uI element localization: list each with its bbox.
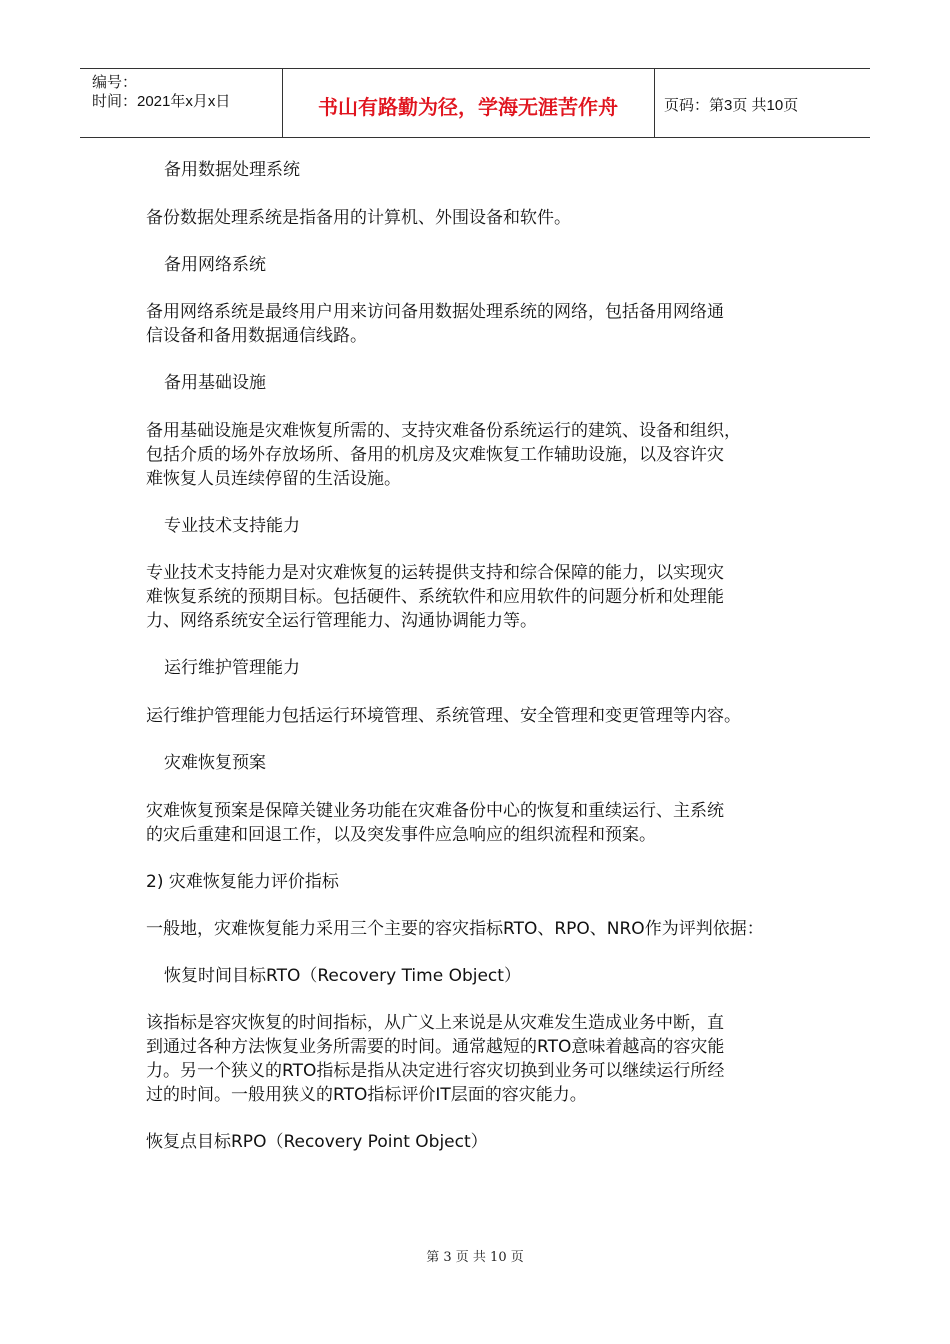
footer-page-number: 第 3 页 共 10 页 xyxy=(426,1250,524,1265)
header-divider xyxy=(654,69,655,137)
section-heading: 恢复点目标RPO（Recovery Point Object） xyxy=(146,1132,488,1152)
paragraph-line: 力、网络系统安全运行管理能力、沟通协调能力等。 xyxy=(146,611,537,631)
paragraph-line: 信设备和备用数据通信线路。 xyxy=(146,326,367,346)
paragraph-line: 难恢复人员连续停留的生活设施。 xyxy=(146,469,401,489)
paragraph-line: 该指标是容灾恢复的时间指标，从广义上来说是从灾难发生造成业务中断，直 xyxy=(146,1013,724,1033)
paragraph-line: 过的时间。一般用狭义的RTO指标评价IT层面的容灾能力。 xyxy=(146,1085,587,1105)
paragraph-line: 专业技术支持能力是对灾难恢复的运转提供支持和综合保障的能力，以实现灾 xyxy=(146,563,724,583)
section-title: 2) 灾难恢复能力评价指标 xyxy=(146,872,339,892)
document-number: 编号： xyxy=(92,74,138,91)
document-body xyxy=(146,158,816,1154)
document-time: 时间：2021年x月x日 xyxy=(92,93,231,110)
section-heading: 灾难恢复预案 xyxy=(164,753,266,773)
paragraph-line: 包括介质的场外存放场所、备用的机房及灾难恢复工作辅助设施，以及容许灾 xyxy=(146,445,724,465)
section-heading: 专业技术支持能力 xyxy=(164,516,300,536)
paragraph-line: 难恢复系统的预期目标。包括硬件、系统软件和应用软件的问题分析和处理能 xyxy=(146,587,724,607)
section-heading: 备用数据处理系统 xyxy=(164,160,300,180)
section-heading: 运行维护管理能力 xyxy=(164,658,300,678)
paragraph-line: 力。另一个狭义的RTO指标是指从决定进行容灾切换到业务可以继续运行所经 xyxy=(146,1061,725,1081)
page-header xyxy=(80,68,870,138)
paragraph-line: 到通过各种方法恢复业务所需要的时间。通常越短的RTO意味着越高的容灾能 xyxy=(146,1037,725,1057)
section-heading: 恢复时间目标RTO（Recovery Time Object） xyxy=(164,966,521,986)
paragraph: 一般地，灾难恢复能力采用三个主要的容灾指标RTO、RPO、NRO作为评判依据： xyxy=(146,919,764,939)
section-heading: 备用网络系统 xyxy=(164,255,266,275)
paragraph-line: 备用网络系统是最终用户用来访问备用数据处理系统的网络，包括备用网络通 xyxy=(146,302,724,322)
header-motto: 书山有路勤为径，学海无涯苦作舟 xyxy=(318,94,618,119)
header-page-info: 页码：第3页 共10页 xyxy=(664,96,799,114)
paragraph: 备份数据处理系统是指备用的计算机、外围设备和软件。 xyxy=(146,208,571,228)
page-footer xyxy=(0,1246,950,1265)
paragraph-line: 备用基础设施是灾难恢复所需的、支持灾难备份系统运行的建筑、设备和组织， xyxy=(146,421,741,441)
section-heading: 备用基础设施 xyxy=(164,373,266,393)
paragraph-line: 灾难恢复预案是保障关键业务功能在灾难备份中心的恢复和重续运行、主系统 xyxy=(146,801,724,821)
paragraph: 运行维护管理能力包括运行环境管理、系统管理、安全管理和变更管理等内容。 xyxy=(146,706,741,726)
header-meta xyxy=(92,73,230,111)
paragraph-line: 的灾后重建和回退工作，以及突发事件应急响应的组织流程和预案。 xyxy=(146,825,656,845)
